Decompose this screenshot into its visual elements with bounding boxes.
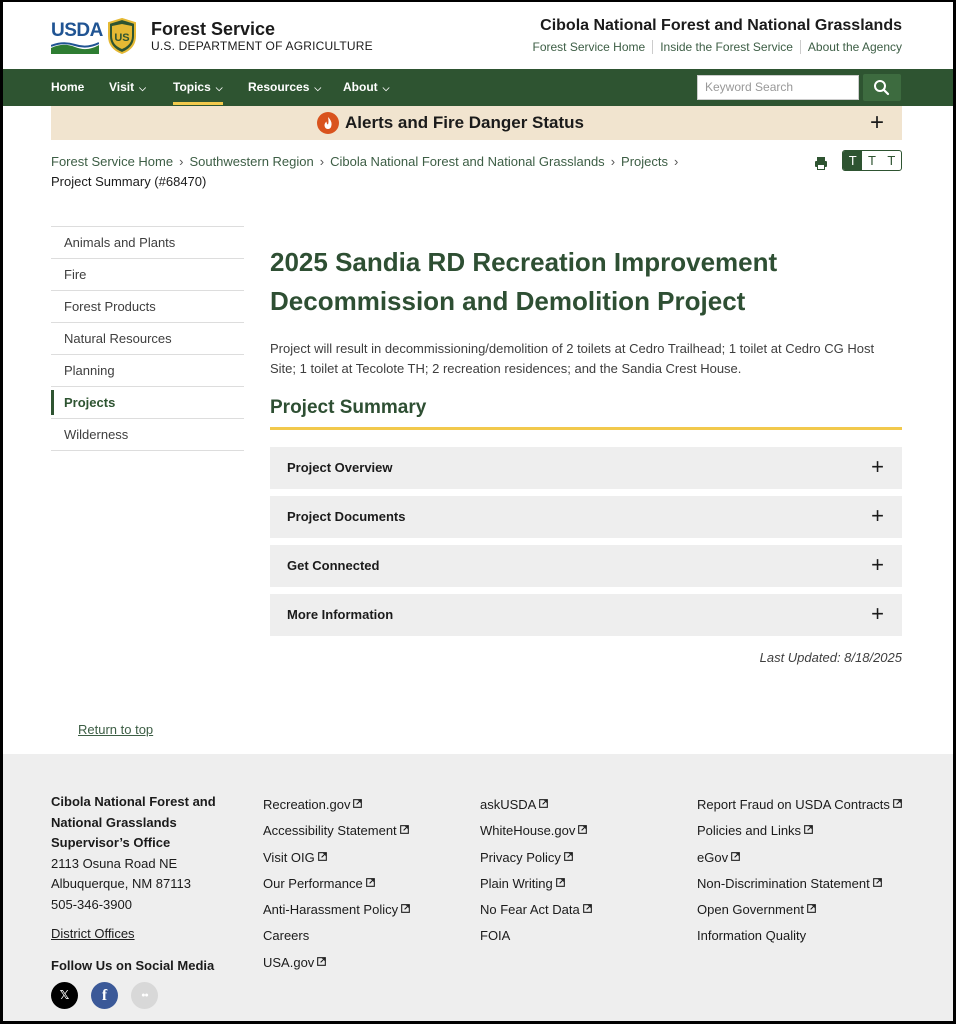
- footer-link-label: Visit OIG: [263, 849, 315, 865]
- accordion-project-documents[interactable]: [270, 496, 902, 538]
- util-link-about[interactable]: About the Agency: [800, 40, 902, 54]
- footer-link[interactable]: [480, 792, 592, 818]
- external-link-icon: [873, 878, 882, 887]
- accordion-label: More Information: [287, 607, 394, 622]
- breadcrumb-link[interactable]: Forest Service Home: [51, 154, 174, 169]
- util-link-inside[interactable]: Inside the Forest Service: [652, 40, 800, 54]
- chevron-right-icon: ›: [319, 154, 325, 169]
- footer-links-col-3: [697, 792, 902, 950]
- footer-link[interactable]: [263, 792, 410, 818]
- follow-us-label: Follow Us on Social Media: [51, 958, 215, 973]
- accordion-label: Project Overview: [287, 460, 393, 475]
- sidebar-item-natural-resources[interactable]: Natural Resources: [51, 323, 244, 355]
- external-link-icon: [318, 852, 327, 861]
- chevron-down-icon: ⌵: [215, 83, 223, 93]
- unit-name[interactable]: Cibola National Forest and National Grasslands: [540, 17, 902, 34]
- text-size-toggle: [842, 150, 902, 171]
- nav-item-label: Topics: [173, 80, 211, 94]
- nav-item-label: About: [343, 80, 378, 94]
- footer-links-col-1: [263, 792, 410, 976]
- external-link-icon: [804, 825, 813, 834]
- breadcrumb-link[interactable]: Projects: [621, 154, 668, 169]
- text-size-medium[interactable]: T: [868, 153, 876, 168]
- nav-item-resources[interactable]: [248, 69, 321, 106]
- sidebar-item-projects[interactable]: Projects: [51, 387, 244, 419]
- footer-link[interactable]: [480, 818, 592, 844]
- external-link-icon: [893, 799, 902, 808]
- accordion-label: Get Connected: [287, 558, 380, 573]
- print-icon[interactable]: [814, 156, 828, 170]
- forest-service-shield-icon[interactable]: [107, 18, 137, 54]
- breadcrumb-link[interactable]: Cibola National Forest and National Grasslands: [330, 154, 605, 169]
- sidebar-item-animals-plants[interactable]: Animals and Plants: [51, 227, 244, 259]
- footer-links-col-2: [480, 792, 592, 950]
- external-link-icon: [366, 878, 375, 887]
- footer-link[interactable]: [263, 845, 410, 871]
- footer-link-label: eGov: [697, 849, 729, 865]
- alerts-label: Alerts and Fire Danger Status: [345, 113, 585, 132]
- x-icon[interactable]: 𝕏: [51, 982, 78, 1009]
- external-link-icon: [401, 904, 410, 913]
- nav-item-topics[interactable]: [173, 69, 223, 106]
- accordion-project-overview[interactable]: [270, 447, 902, 489]
- footer-link-label: Plain Writing: [480, 875, 553, 891]
- section-divider: [270, 427, 902, 430]
- footer-link-label: Privacy Policy: [480, 849, 561, 865]
- text-size-large[interactable]: T: [887, 153, 896, 168]
- nav-item-about[interactable]: [343, 69, 389, 106]
- footer-link[interactable]: [263, 950, 410, 976]
- external-link-icon: [731, 852, 740, 861]
- external-link-icon: [564, 852, 573, 861]
- usda-logo[interactable]: [51, 20, 103, 55]
- footer-link[interactable]: [697, 818, 902, 844]
- address-line: Albuquerque, NM 87113: [51, 876, 191, 891]
- expand-plus-icon[interactable]: +: [869, 109, 884, 136]
- footer-link[interactable]: [480, 871, 592, 897]
- external-link-icon: [807, 904, 816, 913]
- accordion-label: Project Documents: [287, 509, 406, 524]
- footer-link[interactable]: [697, 792, 902, 818]
- footer-link-label: Careers: [263, 928, 310, 944]
- footer-link[interactable]: [697, 871, 902, 897]
- office-name-line: Supervisor’s Office: [51, 835, 171, 850]
- nav-item-home[interactable]: [51, 69, 84, 106]
- sidebar-nav: [51, 226, 244, 451]
- footer-link-label: Information Quality: [697, 928, 807, 944]
- external-link-icon: [583, 904, 592, 913]
- site-header: [3, 2, 953, 69]
- facebook-icon[interactable]: f: [91, 982, 118, 1009]
- main-nav: [3, 69, 953, 106]
- footer-link-label: Non-Discrimination Statement: [697, 875, 870, 891]
- search-button[interactable]: [863, 74, 901, 101]
- shield-text: US: [114, 32, 130, 44]
- footer-link[interactable]: [697, 923, 902, 949]
- footer-link[interactable]: [263, 818, 410, 844]
- nav-item-visit[interactable]: [109, 69, 146, 106]
- external-link-icon: [556, 878, 565, 887]
- chevron-down-icon: ⌵: [382, 83, 390, 93]
- footer-link-label: Our Performance: [263, 875, 363, 891]
- footer-link-label: Policies and Links: [697, 823, 802, 839]
- project-intro: Project will result in decommissioning/demolition of 2 toilets at Cedro Trailhead; 1 toilet at Cedro CG Host Site; 1 toilet at Tecolote TH; 2 recreation residences; and the Sandia Crest House.: [270, 341, 875, 376]
- usda-wave-icon: [51, 42, 99, 54]
- footer-link[interactable]: [263, 871, 410, 897]
- chevron-right-icon: ›: [610, 154, 616, 169]
- plus-icon: +: [871, 503, 884, 528]
- accordion-more-information[interactable]: [270, 594, 902, 636]
- util-link-fs-home[interactable]: Forest Service Home: [532, 40, 646, 54]
- page-title: 2025 Sandia RD Recreation Improvement Decommission and Demolition Project: [270, 247, 778, 316]
- external-link-icon: [578, 825, 587, 834]
- nav-item-label: Visit: [109, 80, 135, 94]
- footer-link[interactable]: [697, 897, 902, 923]
- office-name-line: National Grasslands: [51, 814, 177, 830]
- alerts-banner[interactable]: [51, 106, 902, 140]
- external-link-icon: [400, 825, 409, 834]
- last-updated: Last Updated: 8/18/2025: [759, 650, 902, 665]
- district-offices-link[interactable]: District Offices: [51, 926, 135, 941]
- nav-item-label: Resources: [248, 80, 310, 94]
- footer-link-label: Accessibility Statement: [263, 823, 397, 839]
- utility-links: [532, 40, 902, 54]
- plus-icon: +: [871, 552, 884, 577]
- search-icon: [863, 74, 901, 101]
- chevron-down-icon: ⌵: [139, 83, 146, 93]
- office-name-line: Cibola National Forest and: [51, 794, 216, 809]
- plus-icon: +: [871, 454, 884, 479]
- sidebar-item-planning[interactable]: Planning: [51, 355, 244, 387]
- usda-logo-text: USDA: [51, 20, 103, 41]
- section-title: Project Summary: [270, 397, 427, 418]
- sidebar-item-wilderness[interactable]: Wilderness: [51, 419, 244, 451]
- footer-link[interactable]: [697, 845, 902, 871]
- sidebar-item-forest-products[interactable]: Forest Products: [51, 291, 244, 323]
- breadcrumb: [51, 152, 791, 192]
- footer-link-label: Anti-Harassment Policy: [263, 902, 399, 918]
- chevron-right-icon: ›: [179, 154, 184, 169]
- footer-link-label: WhiteHouse.gov: [480, 823, 576, 839]
- external-link-icon: [539, 799, 548, 808]
- footer-link[interactable]: [263, 897, 410, 923]
- external-link-icon: [353, 799, 362, 808]
- breadcrumb-link[interactable]: Southwestern Region: [189, 154, 314, 169]
- return-to-top-link[interactable]: Return to top: [78, 722, 154, 737]
- footer-link-label: Report Fraud on USDA Contracts: [697, 797, 890, 812]
- address-line: 2113 Osuna Road NE: [51, 855, 178, 871]
- footer-link-label: No Fear Act Data: [480, 902, 580, 918]
- footer-link-label: USA.gov: [263, 954, 315, 970]
- footer-link[interactable]: [480, 897, 592, 923]
- text-size-small[interactable]: T: [843, 151, 862, 170]
- plus-icon: +: [871, 601, 884, 626]
- footer-link[interactable]: [263, 923, 410, 949]
- flickr-icon[interactable]: ●●: [131, 982, 158, 1009]
- footer-link[interactable]: [480, 923, 592, 949]
- breadcrumb-current: Project Summary (#68470): [51, 174, 207, 189]
- nav-item-label: Home: [51, 80, 85, 94]
- agency-title[interactable]: Forest Service: [151, 19, 276, 39]
- footer-link-label: FOIA: [480, 928, 511, 944]
- external-link-icon: [317, 957, 326, 966]
- footer-link-label: Open Government: [697, 902, 804, 918]
- accordion-get-connected[interactable]: [270, 545, 902, 587]
- chevron-right-icon: ›: [674, 154, 679, 169]
- sidebar-item-fire[interactable]: Fire: [51, 259, 244, 291]
- fire-icon: [317, 112, 339, 134]
- chevron-down-icon: ⌵: [314, 83, 322, 93]
- footer-link-label: askUSDA: [480, 797, 537, 812]
- footer-link[interactable]: [480, 845, 592, 871]
- phone-number: 505-346-3900: [51, 896, 132, 912]
- search-input[interactable]: Keyword Search: [697, 75, 859, 100]
- footer-address: [51, 792, 241, 915]
- agency-subtitle: U.S. DEPARTMENT OF AGRICULTURE: [151, 39, 373, 53]
- footer-link-label: Recreation.gov: [263, 797, 351, 812]
- site-footer: [3, 754, 953, 1021]
